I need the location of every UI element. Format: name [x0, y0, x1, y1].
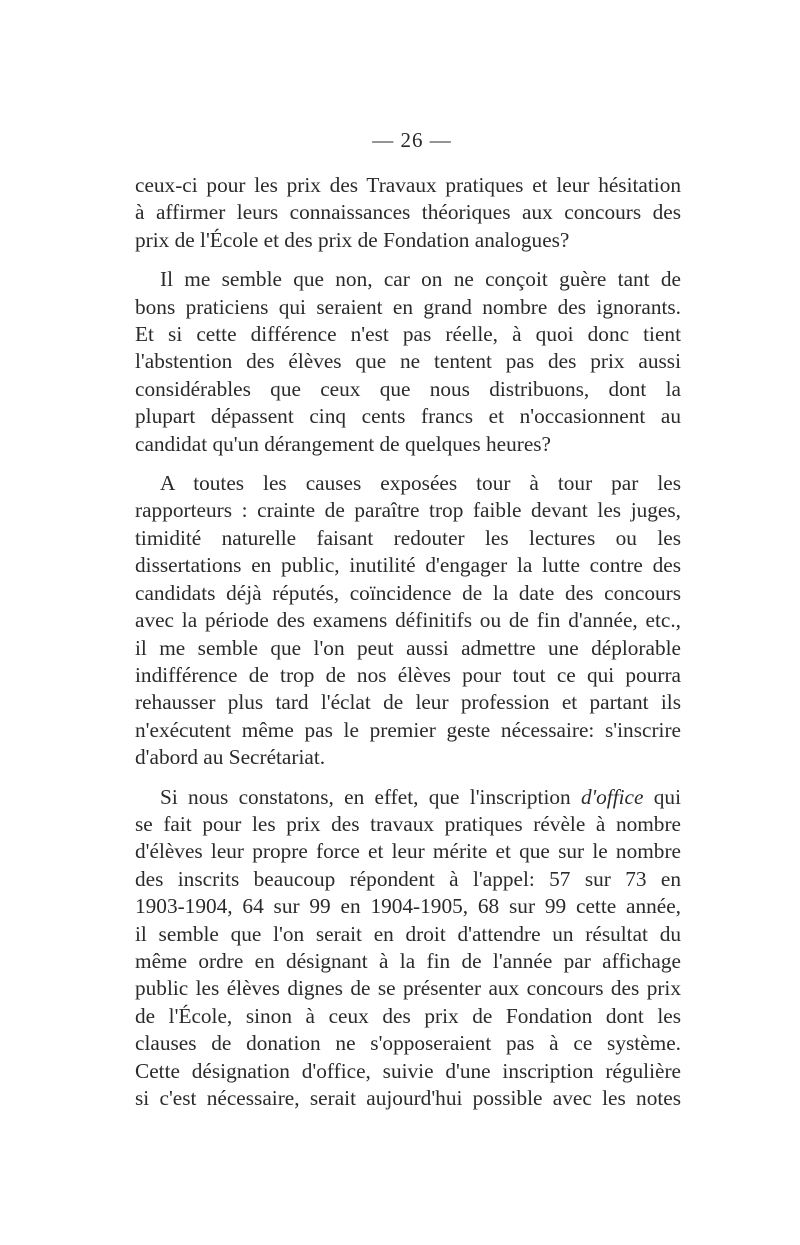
- text-line: il semble que l'on serait en droit d'attendre un résultat du: [135, 921, 681, 946]
- text-line: considérables que ceux que nous distribuons, dont la: [135, 376, 681, 401]
- text-line: n'exécutent même pas le premier geste nécessaire: s'inscrire: [135, 717, 681, 742]
- text-line: avec la période des examens définitifs ou de fin d'année, etc.,: [135, 608, 681, 633]
- paragraph: [135, 266, 681, 458]
- text-line: dissertations en public, inutilité d'engager la lutte contre des: [135, 553, 681, 578]
- paragraph: [135, 784, 681, 1113]
- text-line: d'élèves leur propre force et leur mérite et que sur le nombre: [135, 839, 681, 864]
- text-line: Il me semble que non, car on ne conçoit guère tant de: [160, 267, 681, 292]
- text-line: rapporteurs : crainte de paraître trop faible devant les juges,: [135, 498, 681, 523]
- text-line: se fait pour les prix des travaux pratiques révèle à nombre: [135, 811, 681, 836]
- text-line: même ordre en désignant à la fin de l'année par affichage: [135, 948, 681, 973]
- text-line: plupart dépassent cinq cents francs et n'occasionnent au: [135, 404, 681, 429]
- text-line: il me semble que l'on peut aussi admettre une déplorable: [135, 635, 681, 660]
- text-line: indifférence de trop de nos élèves pour tout ce qui pourra: [135, 662, 681, 687]
- body-text: [135, 172, 681, 1112]
- paragraph: [135, 172, 681, 254]
- text-line: bons praticiens qui seraient en grand nombre des ignorants.: [135, 294, 681, 319]
- text-line: A toutes les causes exposées tour à tour par les: [160, 471, 681, 496]
- text-line: ceux-ci pour les prix des Travaux pratiques et leur hésitation: [135, 173, 681, 197]
- text-line: Si nous constatons, en effet, que l'inscription d'office qui: [160, 784, 681, 809]
- text-line: l'abstention des élèves que ne tentent pas des prix aussi: [135, 349, 681, 374]
- page-number: — 26 —: [372, 128, 452, 152]
- text-line: à affirmer leurs connaissances théoriques aux concours des: [135, 200, 681, 225]
- text-line: timidité naturelle faisant redouter les lectures ou les: [135, 525, 681, 550]
- text-line: 1903-1904, 64 sur 99 en 1904-1905, 68 sur 99 cette année,: [135, 894, 681, 919]
- text-line: prix de l'École et des prix de Fondation analogues?: [135, 227, 570, 252]
- text-line: d'abord au Secrétariat.: [135, 745, 326, 770]
- text-line: des inscrits beaucoup répondent à l'appel: 57 sur 73 en: [135, 866, 681, 891]
- text-line: public les élèves dignes de se présenter aux concours des prix: [135, 976, 681, 1001]
- text-line: candidat qu'un dérangement de quelques heures?: [135, 431, 552, 456]
- paragraph: [135, 470, 681, 771]
- text-line: Cette désignation d'office, suivie d'une inscription régulière: [135, 1058, 681, 1083]
- text-line: si c'est nécessaire, serait aujourd'hui possible avec les notes: [135, 1086, 681, 1110]
- text-line: clauses de donation ne s'opposeraient pas à ce système.: [135, 1031, 681, 1056]
- italic-term: d'office: [580, 784, 644, 809]
- text-line: Et si cette différence n'est pas réelle, à quoi donc tient: [135, 322, 681, 347]
- text-line: candidats déjà réputés, coïncidence de la date des concours: [135, 580, 681, 605]
- text-line: de l'École, sinon à ceux des prix de Fondation dont les: [135, 1003, 681, 1028]
- text-line: rehausser plus tard l'éclat de leur profession et partant ils: [135, 690, 681, 715]
